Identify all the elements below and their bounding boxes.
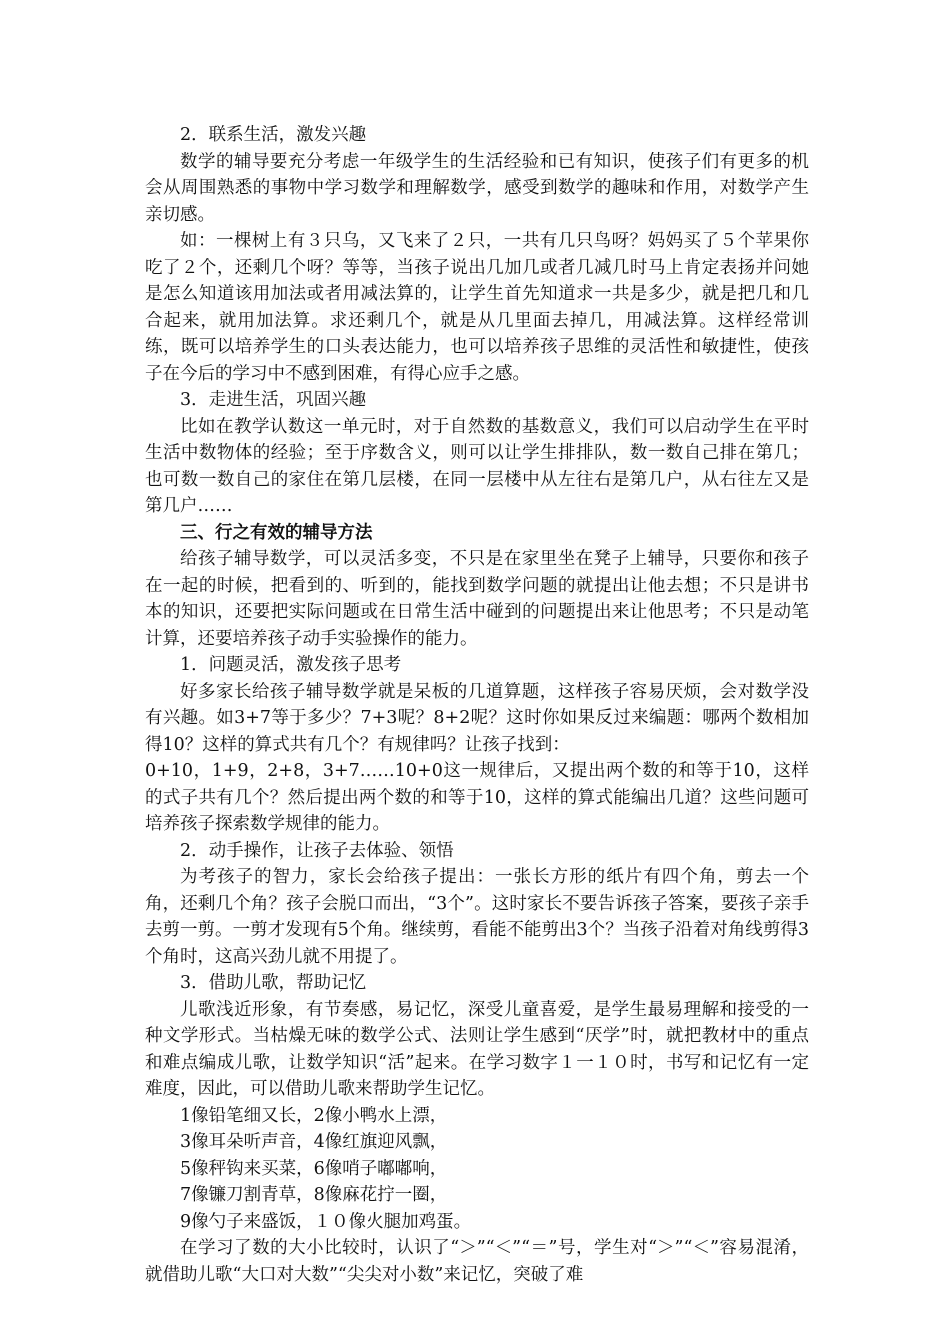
section-heading: 2．动手操作，让孩子去体验、领悟 <box>180 840 454 861</box>
document-page <box>145 122 809 1288</box>
rhyme-line: 3像耳朵听声音，4像红旗迎风飘， <box>180 1132 448 1152</box>
body-paragraph: 好多家长给孩子辅导数学就是呆板的几道算题，这样孩子容易厌烦，会对数学没有兴趣。如3+7等于多少？7+3呢？8+2呢？这时你如果反过来编题：哪两个数相加得10？这样的算式共有几个？有规律吗？让孩子找到： <box>145 681 809 755</box>
body-paragraph: 为考孩子的智力，家长会给孩子提出：一张长方形的纸片有四个角，剪去一个角，还剩几个角？孩子会脱口而出，“3个”。这时家长不要告诉孩子答案，要孩子亲手去剪一剪。一剪才发现有5个角。继续剪，看能不能剪出3个？当孩子沿着对角线剪得3个角时，这高兴劲儿就不用提了。 <box>145 867 809 967</box>
body-paragraph: 儿歌浅近形象，有节奏感，易记忆，深受儿童喜爱，是学生最易理解和接受的一种文学形式。当枯燥无味的数学公式、法则让学生感到“厌学”时，就把教材中的重点和难点编成儿歌，让数学知识“活”起来。在学习数字１一１０时，书写和记忆有一定难度，因此，可以借助儿歌来帮助学生记忆。 <box>145 999 809 1099</box>
rhyme-line: 9像勺子来盛饭，１０像火腿加鸡蛋。 <box>180 1211 472 1232</box>
section-heading: 3．借助儿歌，帮助记忆 <box>180 973 367 993</box>
body-paragraph: 如：一棵树上有３只乌，又飞来了２只，一共有几只鸟呀？妈妈买了５个苹果你吃了２个，还剩几个呀？等等，当孩子说出几加几或者几减几时马上肯定表扬并问她是怎么知道该用加法或者用减法算的，让学生首先知道求一共是多少，就是把几和几合起来，就用加法算。求还剩几个，就是从几里面去掉几，用减法算。这样经常训练，既可以培养学生的口头表达能力，也可以培养孩子思维的灵活性和敏捷性，使孩子在今后的学习中不感到困难，有得心应手之感。 <box>145 231 809 384</box>
body-paragraph: 给孩子辅导数学，可以灵活多变，不只是在家里坐在凳子上辅导，只要你和孩子在一起的时候，把看到的、听到的，能找到数学问题的就提出让他去想；不只是讲书本的知识，还要把实际问题或在日常生活中碰到的问题提出来让他思考；不只是动笔计算，还要培养孩子动手实验操作的能力。 <box>145 549 809 649</box>
section-heading: 3．走进生活，巩固兴趣 <box>180 390 367 410</box>
body-paragraph: 数学的辅导要充分考虑一年级学生的生活经验和已有知识，使孩子们有更多的机会从周围熟悉的事物中学习数学和理解数学，感受到数学的趣味和作用，对数学产生亲切感。 <box>145 151 809 225</box>
rhyme-line: 7像镰刀割青草，8像麻花拧一圈， <box>180 1185 448 1205</box>
rhyme-line: 1像铅笔细又长，2像小鸭水上漂， <box>180 1105 448 1126</box>
body-paragraph: 比如在教学认数这一单元时，对于自然数的基数意义，我们可以启动学生在平时生活中数物体的经验；至于序数含义，则可以让学生排排队，数一数自己排在第几；也可数一数自己的家住在第几层楼，在同一层楼中从左往右是第几户，从右往左又是第几户…… <box>145 416 809 516</box>
chapter-heading: 三、行之有效的辅导方法 <box>180 522 373 543</box>
body-paragraph: 在学习了数的大小比较时，认识了“＞”“＜”“＝”号，学生对“＞”“＜”容易混淆，就借助儿歌“大口对大数”“尖尖对小数”来记忆，突破了难 <box>145 1238 809 1285</box>
body-paragraph: 0+10，1+9，2+8，3+7……10+0这一规律后，又提出两个数的和等于10，这样的式子共有几个？然后提出两个数的和等于10，这样的算式能编出几道？这些问题可培养孩子探索数学规律的能力。 <box>145 761 809 834</box>
section-heading: 2．联系生活，激发兴趣 <box>180 125 367 145</box>
section-heading: 1．问题灵活，激发孩子思考 <box>180 655 402 675</box>
rhyme-line: 5像秤钩来买菜，6像哨子嘟嘟响， <box>180 1158 448 1179</box>
